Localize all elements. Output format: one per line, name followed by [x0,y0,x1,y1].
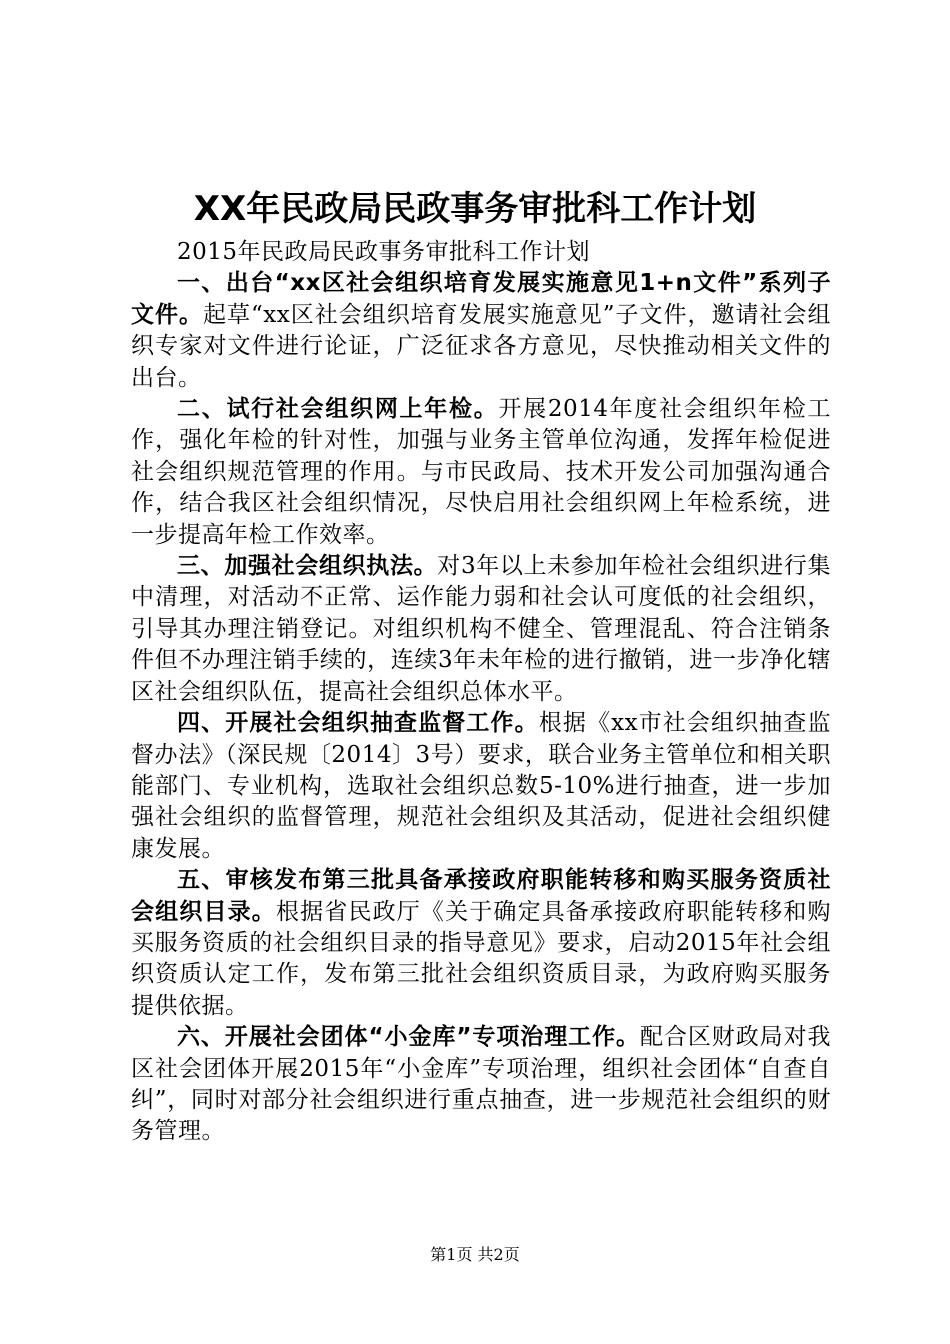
section-5-paragraph [131,865,831,1022]
section-2-paragraph [131,394,831,551]
section-5-heading: 五、审核发布第三批具备承接政府职能转移和购买服务资质社会组织目录。 [131,867,831,925]
document-title: XX年民政局民政事务审批科工作计划 [193,189,757,229]
section-2-text: 开展2014年度社会组织年检工作，强化年检的针对性，加强与业务主管单位沟通，发挥年检促进社会组织规范管理的作用。与市民政局、技术开发公司加强沟通合作，结合我区社会组织情况，尽快启用社会组织网上年检系统，进一步提高年检工作效率。 [131,396,832,548]
section-3-text: 对3年以上未参加年检社会组织进行集中清理，对活动不正常、运作能力弱和社会认可度低的社会组织，引导其办理注销登记。对组织机构不健全、管理混乱、符合注销条件但不办理注销手续的，连续3年未年检的进行撤销，进一步净化辖区社会组织队伍，提高社会组织总体水平。 [131,553,831,705]
section-3-heading: 三、加强社会组织执法。 [177,553,438,580]
section-4-paragraph [131,708,831,865]
section-1-heading: 一、出台“xx区社会组织培育发展实施意见1+n文件”系列子文件。 [131,270,831,328]
document-body [131,237,831,1148]
section-1-paragraph [131,268,831,394]
section-4-heading: 四、开展社会组织抽查监督工作。 [177,710,539,737]
section-6-paragraph [131,1022,831,1148]
section-2-heading: 二、试行社会组织网上年检。 [177,396,499,423]
section-6-heading: 六、开展社会团体“小金库”专项治理工作。 [177,1024,640,1051]
section-4-text: 根据《xx市社会组织抽查监督办法》（深民规〔2014〕3号）要求，联合业务主管单位和相关职能部门、专业机构，选取社会组织总数5-10%进行抽查，进一步加强社会组织的监督管理，规范社会组织及其活动，促进社会组织健康发展。 [131,710,831,862]
section-6-text: 配合区财政局对我区社会团体开展2015年“小金库”专项治理，组织社会团体“自查自纠”，同时对部分社会组织进行重点抽查，进一步规范社会组织的财务管理。 [131,1024,832,1145]
document-subtitle: 2015年民政局民政事务审批科工作计划 [177,239,591,265]
section-5-text: 根据省民政厅《关于确定具备承接政府职能转移和购买服务资质的社会组织目录的指导意见》要求，启动2015年社会组织资质认定工作，发布第三批社会组织资质目录，为政府购买服务提供依据。 [131,898,832,1019]
page-number-footer: 第1页 共2页 [430,1245,520,1264]
section-3-paragraph [131,551,831,708]
section-1-text: 起草“xx区社会组织培育发展实施意见”子文件，邀请社会组织专家对文件进行论证，广泛征求各方意见，尽快推动相关文件的出台。 [131,301,832,391]
